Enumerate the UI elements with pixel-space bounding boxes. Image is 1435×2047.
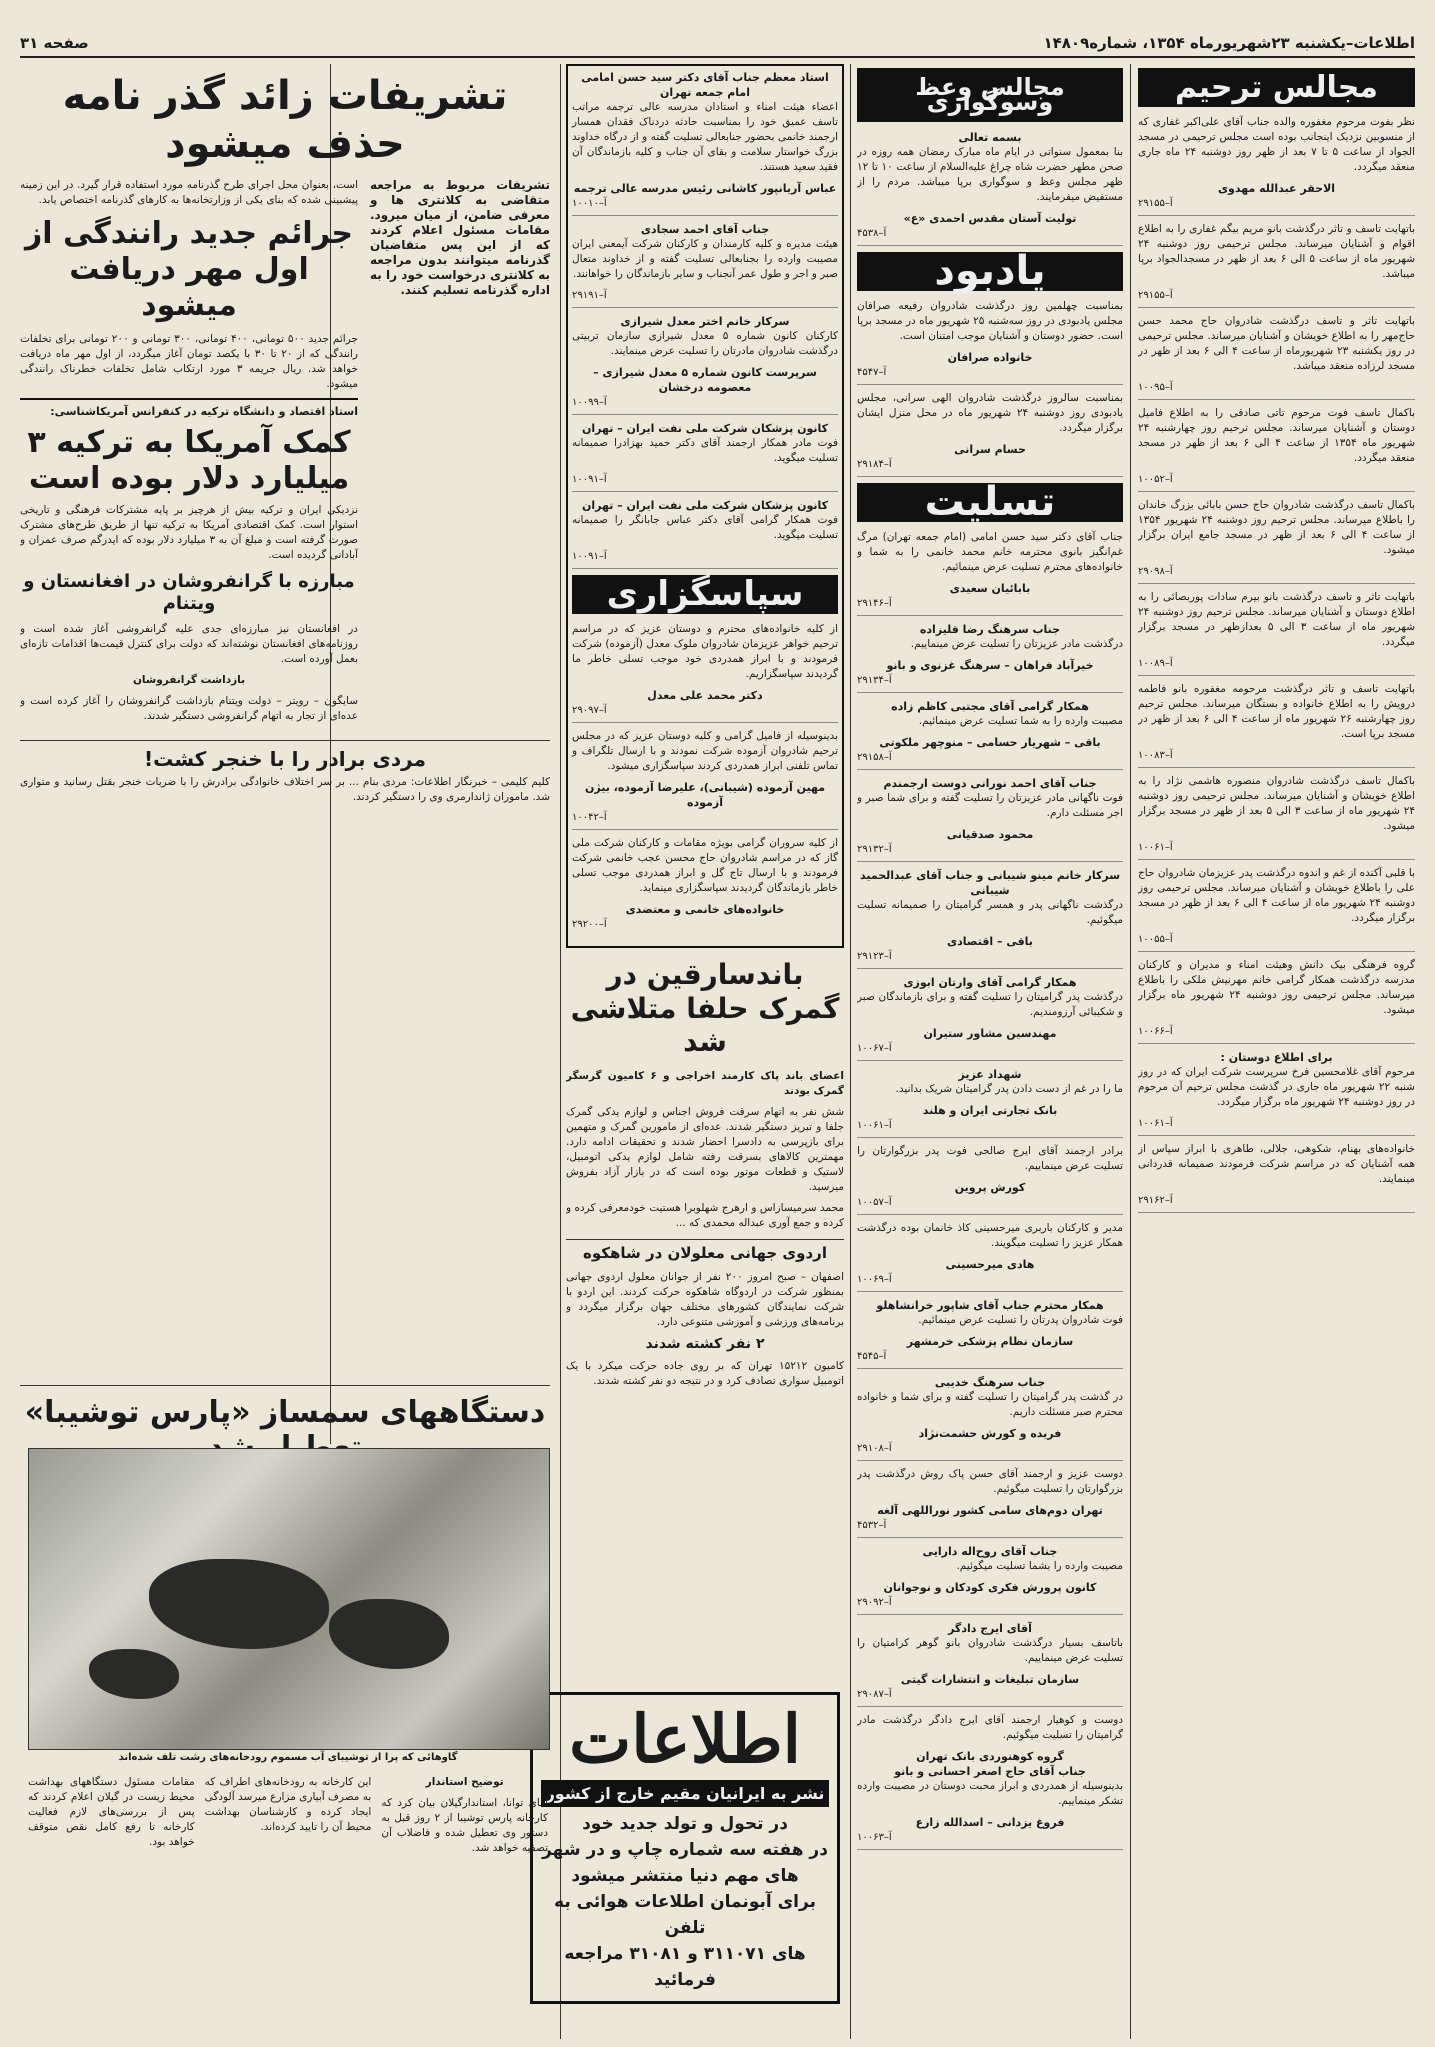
notice — [572, 836, 838, 936]
notice — [1138, 1050, 1415, 1136]
notice-code: آ–۲۹۰۸۷ — [857, 1689, 892, 1700]
notice-code: آ–۲۹۱۶۲ — [1138, 1195, 1173, 1206]
notice-signature: بانک تجارتی ایران و هلند — [922, 1104, 1058, 1117]
article-headline-camp: اردوی جهانی معلولان در شاهکوه — [566, 1239, 844, 1262]
article-body: نزدیکی ایران و ترکیه بیش از هرچیز بر پایه مشترکات فرهنگی و تاریخی استوار است. کمک اقتصادی آمریکا به ترکیه تنها از طریق طرح‌های مشترک صورت گرفته است و مبلغ آن به ۳ میلیارد دلار بوده که ایدرگم صرف عمران و آبادانی گردیده است. — [20, 504, 358, 561]
article-body: مقامات مسئول دستگاههای بهداشت محیط زیست در گیلان اعلام کردند که پس از بررسی‌های لازم فعالیت کارخانه تا رفع کامل نقص متوقف خواهد بود. — [27, 1776, 195, 1848]
notice-signature: هادی میرحسینی — [945, 1258, 1035, 1271]
notice — [572, 314, 838, 415]
notice-text: خانواده‌های بهنام، شکوهی، جلالی، طاهری با ابراز سپاس از همه آشنایان که در مراسم شرکت فرمودند صمیمانه قدردانی مینمایند. — [1138, 1143, 1415, 1185]
ettelaat-ad — [530, 1692, 840, 2004]
notice-signature: کورش پروین — [954, 1181, 1026, 1194]
article-body: محمد سرمیسازاس و ارهرج شهلوبرا هستیت خودمعرفی کرده و کرده و جمع آوری عبداله محمدی که ... — [566, 1201, 844, 1229]
notice-signature: گروه کوهنوردی بانک تهران — [916, 1750, 1064, 1763]
notice-signature: محمود صدقیانی — [946, 828, 1034, 841]
column-news — [20, 64, 550, 1444]
notice-text: مصیبت وارده را به شما تسلیت عرض مینمائیم. — [918, 715, 1123, 727]
notice — [857, 391, 1123, 477]
notice-text: بدینوسیله از فامیل گرامی و کلیه دوستان عزیز که در مجلس ترحیم شادروان آزموده شرکت نمودند و با ارسال تلگراف و تماس تلفنی ابراز همدردی کردند سپاسگزاری میشود. — [572, 730, 838, 772]
notice-text: فوت همکار گرامی آقای دکتر عباس جابانگر را صمیمانه تسلیت میگوید. — [572, 514, 838, 541]
notice-text: از کلیه سروران گرامی بویژه مقامات و کارکنان شرکت ملی گاز که در مراسم شادروان حاج محسن عجب خانمی شرکت فرمودند و با ارسال تاج گل و ابراز همدردی موجب تسلی خاطر بازماندگان گردیدند سپاسگزاری مینماید. — [572, 837, 838, 894]
article-kicker: استاد اقتصاد و دانشگاه ترکیه در کنفرانس آمریکاشناسی: — [20, 398, 358, 419]
article-body: در افغانستان نیز مبارزه‌ای جدی علیه گرانفروشی آغاز شده است و روزنامه‌های افغانستان نوشته‌اند که دولت برای کنترل قیمت‌ها اقدامات تازه‌ای بعمل آورده است. — [20, 623, 358, 666]
notice — [857, 1621, 1123, 1707]
notice-text: برادر ارجمند آقای ایرج صالحی فوت پدر بزرگوارتان را تسلیت عرض مینماییم. — [857, 1145, 1123, 1172]
notice-code: آ–۲۹۱۰۸ — [857, 1443, 892, 1454]
news-photo-dead-cattle — [28, 1448, 550, 1750]
section-title-yadbud: یادبود — [857, 252, 1123, 291]
article-column — [20, 178, 358, 730]
notice-title: جناب آقای روح‌اله دارایی — [922, 1545, 1058, 1558]
notice — [1138, 222, 1415, 308]
notice-signature: فروغ یزدانی – اسدالله زارع — [915, 1816, 1065, 1829]
notice-code: آ–۱۰۰۹۱ — [572, 551, 607, 562]
column-condolence — [1138, 64, 1415, 2039]
photo-shape — [149, 1559, 329, 1649]
notice-text: فوت شادروان پدرتان را تسلیت عرض مینمائیم. — [918, 1314, 1123, 1326]
column-rule — [1130, 64, 1131, 2039]
notice — [857, 1144, 1123, 1215]
column-rule — [850, 64, 851, 2039]
article-headline-traffic: جرائم جدید رانندگی از اول مهر دریافت میشود — [25, 216, 353, 323]
notice-code: آ–۱۰۰۶۱ — [1138, 1118, 1173, 1129]
notice-title: سرکار خانم مینو شیبانی و جناب آقای عبدالحمید شیبانی — [859, 869, 1121, 897]
notice-code: آ–۱۰۰۶۳ — [857, 1832, 892, 1843]
notice-signature: حسام سرانی — [954, 443, 1026, 456]
notice-code: آ–۲۹۱۴۶ — [857, 598, 892, 609]
masthead-issue: اطلاعات–یکشنبه ۲۳شهریورماه ۱۳۵۴، شماره۱۴۸۰۹ — [1043, 34, 1415, 52]
article-subhead: اعضای باند پاک کارمند اخراجی و ۶ کامیون گرسگر گمرک بودند — [566, 1069, 844, 1097]
article-subhead: بازداشت گرانفروشان — [132, 674, 246, 687]
ad-line: های ۳۱۱۰۷۱ و ۳۱۰۸۱ مراجعه — [564, 1943, 806, 1964]
notice-title: آقای ایرج دادگر — [948, 1622, 1032, 1635]
notice-code: آ–۲۹۲۰۰ — [572, 919, 607, 930]
notice — [1138, 314, 1415, 400]
notice-text: دوست عزیز و ارجمند آقای حسن پاک روش درگذشت پدر بزرگوارتان را تسلیت میگوئیم. — [857, 1468, 1123, 1495]
notice-code: آ–۱۰۰۹۵ — [1138, 382, 1173, 393]
article-body: شش نفر به اتهام سرقت فروش اجناس و لوازم یدکی گمرک جلفا و تبریز دستگیر شدند. عده‌ای از مامورین گمرک و متهمین برای بازپرسی به دادسرا احضار شدند و تحقیقات ادامه دارد. مهمترین کالاهای بسرقت رفته شامل لوازم یدکی اتومبیل، لاستیک و قطعات موتور بوده است که در بازار آزاد بفروش میرسید. — [566, 1105, 844, 1193]
notice-text: ما را در غم از دست دادن پدر گرامیتان شریک بدانید. — [895, 1083, 1123, 1095]
notice — [857, 299, 1123, 385]
article-headline-customs: باندسارقین در گمرک حلفا متلاشی شد — [570, 958, 840, 1059]
notice-text: باکمال تاسف فوت مرحوم تاتی صادقی را به اطلاع فامیل دوستان و آشنایان میرساند. مجلس ترحیم روز چهارشنبه ۲۴ شهریور ماه ۱۳۵۴ از ساعت ۴ الی ۶ بعد از ظهر در مسجد منعقد میگردد. — [1138, 407, 1415, 464]
ad-line: فرمائید — [654, 1969, 716, 1990]
notice-code: آ–۲۹۱۵۵ — [1138, 198, 1173, 209]
section-title-taslit: تسلیت — [857, 483, 1123, 522]
notice-code: آ–۴۵۴۷ — [857, 367, 887, 378]
notice-code: آ–۱۰۰۶۶ — [1138, 1026, 1173, 1037]
masthead-page-number: صفحه ۳۱ — [20, 34, 89, 52]
notice — [572, 70, 838, 216]
notice-code: آ–۱۰۰۹۱ — [572, 474, 607, 485]
notice-text: در گذشت پدر گرامیتان را تسلیت گفته و برای شما و خانواده محترم صبر مسئلت داریم. — [857, 1391, 1123, 1418]
notice — [572, 622, 838, 723]
article-headline-accident: ۲ نفر کشته شدند — [645, 1335, 765, 1352]
notice — [1138, 1142, 1415, 1213]
notice-text: باتهایت تاثر و تاسف درگذشت بانو بیرم سادات پوربصائی را به اطلاع دوستان و آشنایان میرساند. مجلس ترحیم روز دوشنبه ۲۴ شهریور ماه از ساعت ۳ الی ۵ بعدازظهر در مسجد برگزار میگردد. — [1138, 591, 1415, 648]
notice-title: همکار گرامی آقای وارتان ابوزی — [903, 976, 1077, 989]
notice-title: همکار محترم جناب آقای شاپور خرانشاهلو — [876, 1299, 1104, 1312]
notice-code: آ–۱۰۰۹۹ — [572, 397, 607, 408]
notice-title: سرکار خانم اختر معدل شیرازی — [620, 315, 790, 328]
notice-title: کانون پزشکان شرکت ملی نفت ایران – تهران — [581, 499, 829, 512]
notice-text: باکمال تاسف درگذشت شادروان منصوره هاشمی نژاد را به اطلاع خویشان و آشنایان میرساند. مجلس ترحیمی روز دوشنبه ۲۴ شهریور ماه از ساعت ۳ الی ۵ بعد از ظهر در مسجد برگزار میشود. — [1138, 775, 1415, 832]
notice — [857, 975, 1123, 1061]
photo-caption: گاوهائی که پرا از توشیبای آب مسموم رودخانه‌های رشت تلف شده‌اند — [118, 1752, 458, 1763]
ad-line: های مهم دنیا منتشر میشود — [571, 1865, 799, 1886]
notice-signature: خیرآباد فراهان – سرهنگ غزنوی و بانو — [886, 659, 1094, 672]
notice-text: کارکنان کانون شماره ۵ معدل شیرازی سازمان تربیتی درگذشت شادروان مادرتان را تسلیت عرض مینمایند. — [572, 330, 838, 357]
notice — [1138, 115, 1415, 216]
photo-shape — [89, 1649, 179, 1699]
notice-signature: باقی – اقتصادی — [947, 935, 1033, 948]
notice-signature: سرپرست کانون شماره ۵ معدل شیرازی – معصومه درخشان — [593, 366, 817, 394]
notice-title: جناب سرهنگ خدیبی — [934, 1376, 1046, 1389]
article-body: جرائم جدید ۵۰۰ تومانی، ۴۰۰ تومانی، ۳۰۰ تومانی و ۲۰۰ تومانی برای تخلفات رانندگی که از ۲۰ تا ۳۰ با یکصد تومان آغاز میگردد، از اول مهر ماه دریافت خواهد شد. ریال جریمه ۳ مورد ارتکاب شامل تخلفات خطرناک رانندگی میشود. — [20, 333, 359, 390]
notice-code: آ–۱۰۰۸۳ — [1138, 750, 1173, 761]
notice-code: آ–۲۹۱۸۴ — [857, 459, 892, 470]
notice-signature: سازمان تبلیغات و انتشارات گیتی — [900, 1673, 1080, 1686]
notice — [857, 1221, 1123, 1292]
notice-text: نظر بفوت مرحوم مغفوره والده جناب آقای علی‌اکبر غفاری که از منسوبین نزدیک اینجانب بوده است مجلس ترحیمی در مسجد الجواد از ساعت ۵ تا ۷ بعد از ظهر روز دوشنبه ۲۴ ماه جاری منعقد میگردد. — [1138, 116, 1415, 173]
article-body: این کارخانه به رودخانه‌های اطراف که به مصرف آبیاری مزارع میرسد آلودگی ایجاد کرده و کارشناسان بهداشت محیط آن را تایید کرده‌اند. — [204, 1776, 372, 1833]
masthead — [20, 30, 1415, 58]
notice-signature: تهران دوم‌های سامی کشور نوراللهی آلغه — [877, 1504, 1103, 1517]
notice-code: آ–۱۰۰۶۹ — [857, 1274, 892, 1285]
article-headline-toshiba: دستگاههای سمساز «پارس توشیبا» — [24, 1395, 546, 1430]
notice-title: بسمه تعالی — [958, 131, 1022, 144]
notice-title: همکار گرامی آقای مجتبی کاظم زاده — [891, 700, 1089, 713]
notice-code: آ–۲۹۱۵۵ — [1138, 290, 1173, 301]
notice — [857, 1713, 1123, 1850]
notice-code: آ–۱۰۰۶۷ — [857, 1043, 892, 1054]
notice-text: باتهایت تاسف و تاثر درگذشت مرحومه مغفوره بانو فاطمه درویش را به اطلاع خانواده و بستگان میرساند. مجلس ترحیم روز چهارشنبه ۲۶ شهریور ماه از ساعت ۴ الی ۶ بعد از ظهر در مسجد برپا است. — [1138, 683, 1415, 740]
notice — [1138, 682, 1415, 768]
notice-code: آ–۱۰۰۵۵ — [1138, 934, 1173, 945]
notice-code: آ–۱۰۰۱۰ — [572, 198, 607, 209]
notice-text: گروه فرهنگی بیک دانش وهیئت امناء و مدیران و کارکنان مدرسه درگذشت همکار گرامی خانم مهرنیش ملکی را باطلاع میرساند. مجلس ترحیمی روز دوشنبه ۲۴ شهریور ماه برگزار میشود. — [1138, 959, 1415, 1016]
ad-line: در هفته سه شماره چاپ و در شهر — [542, 1839, 828, 1860]
notice-text: مصیبت وارده را بشما تسلیت میگوئیم. — [956, 1560, 1123, 1572]
notice — [1138, 406, 1415, 492]
notice — [572, 498, 838, 569]
notice — [857, 1298, 1123, 1369]
notice-code: آ–۱۰۰۶۱ — [857, 1120, 892, 1131]
notice-code: آ–۱۰۰۶۱ — [1138, 842, 1173, 853]
notice-signature: سازمان نظام پزشکی خرمشهر — [906, 1335, 1074, 1348]
notice-code: آ–۲۹۱۲۳ — [857, 951, 892, 962]
article-body: اصفهان – صبح امروز ۲۰۰ نفر از جوانان معلول اردوی جهانی بمنظور شرکت در اردوگاه شاهکوه حرکت کردند. این اردو با شرکت نمایندگان کشورهای مختلف جهان برگزار میگردد و برنامه‌های ورزشی و آموزشی متنوعی دارد. — [566, 1270, 844, 1328]
section-divider — [20, 1385, 550, 1386]
notice — [857, 1375, 1123, 1461]
notice — [572, 729, 838, 830]
notice — [857, 1067, 1123, 1138]
toshiba-article — [28, 1775, 548, 1862]
notice-code: آ–۲۹۰۹۲ — [857, 1597, 892, 1608]
notice-text: بمناسبت چهلمین روز درگذشت شادروان رفیعه صرافان مجلس یادبودی در روز سه‌شنبه ۲۵ شهریور ماه در مسجد برپا است. حضور دوستان و آشنایان موجب امتنان است. — [857, 300, 1123, 342]
section-title-sepas: سپاسگزاری — [572, 575, 838, 614]
notice-signature: الاحقر عبدالله مهدوی — [1217, 182, 1336, 195]
notice-code: آ–۲۹۱۵۸ — [857, 752, 892, 763]
notice-title: برای اطلاع دوستان : — [1220, 1051, 1333, 1064]
article-body: کلیم کلیمی – خبرنگار اطلاعات: مردی بنام ... بر سر اختلاف خانوادگی برادرش را با ضربات خنجر بقتل رسانید و متواری شد. ماموران ژاندارمری وی را دستگیر کردند. — [20, 776, 550, 804]
notice-title: استاد معظم جناب آقای دکتر سید حسن امامی امام جمعه تهران — [581, 71, 829, 99]
notice-signature: باقی – شهریار حسامی – منوچهر ملکوتی — [879, 736, 1101, 749]
article-subhead: توضیح استاندار — [425, 1776, 504, 1788]
notice-text: درگذشت پدر گرامیتان را تسلیت گفته و برای بازماندگان صبر و شکیبائی آرزومندیم. — [857, 991, 1123, 1018]
notice-signature: عباس آریانپور کاشانی رئیس مدرسه عالی ترجمه — [573, 182, 837, 195]
notice-code: آ–۲۹۱۹۱ — [572, 290, 607, 301]
notice-text: با قلبی آکنده از غم و اندوه درگذشت پدر عزیزمان شادروان حاج علی را باطلاع خویشان و آشنایان میرساند. مجلس ترحیمی روز دوشنبه ۲۴ شهریور ماه از ساعت ۴ الی ۶ بعد از ظهر در مسجد برگزار میگردد. — [1138, 867, 1415, 924]
notice-text: هیئت مدیره و کلیه کارمندان و کارکنان شرکت آیمعنی ایران مصیبت وارده را بجنابعالی تسلیت گفته و از خداوند متعال صبر و اجر و طول عمر آنجناب و سایر بازماندگان را خواهانند. — [572, 238, 838, 280]
thanks-box — [566, 64, 844, 948]
article-body: تشریفات مربوط به مراجعه متقاضی به کلانتری ها و معرفی ضامن، از میان میرود. مقامات مسئول اعلام کردند که از این پس متقاضیان گذرنامه میتوانند بدون مراجعه به کلانتری درخواست خود را به اداره گذرنامه تسلیم کنند. — [370, 178, 550, 297]
article-body: آقای توانا، استاندارگیلان بیان کرد که کارخانه پارس توشیبا از ۲ روز قبل به دستور وی تعطیل شده و فاضلاب آن تصفیه خواهد شد. — [381, 1797, 549, 1854]
notice-text: مدیر و کارکنان باربری میرحسینی کاذ خانمان بوده درگذشت همکار عزیز را تسلیت میگویند. — [857, 1222, 1123, 1249]
notice — [857, 776, 1123, 862]
notice-text: فوت مادر همکار ارجمند آقای دکتر حمید بهزادرا صمیمانه تسلیت میگوید. — [572, 437, 838, 464]
notice-text: باتهایت تاسف و تاثر درگذشت بانو مریم بیگم غفاری را به اطلاع اقوام و آشنایان میرساند. مجلس ترحیمی روز دوشنبه ۲۴ شهریور ماه از ساعت ۵ الی ۶ بعد از ظهر در مسجدالجواد برپا میباشد. — [1138, 223, 1415, 280]
notice-signature: خانواده‌های خانمی و معتضدی — [625, 903, 785, 916]
notice-signature: تولیت آستان مقدس احمدی «ع» — [903, 212, 1077, 225]
article-column — [381, 1775, 548, 1862]
photo-shape — [329, 1599, 449, 1669]
notice — [1138, 498, 1415, 584]
article-body: کامیون ۱۵۲۱۲ تهران که بر روی جاده حرکت میکرد با یک اتومبیل سواری تصادف کرد و در نتیجه دو نفر کشته شدند. — [566, 1359, 844, 1387]
notice-text: از کلیه خانواده‌های محترم و دوستان عزیز که در مراسم ترحیم خواهر عزیزمان شادروان ملوک معدل (آزموده) شرکت فرمودند و با ابراز همدردی خود موجب تسلی خاطر ما گردیدند سپاسگزاریم. — [572, 623, 838, 680]
notice-text: باتاسف بسیار درگذشت شادروان بانو گوهر کرامتیان را تسلیت عرض مینماییم. — [857, 1637, 1123, 1664]
article-headline-passport: تشریفات زائد گذر نامه حذف میشود — [62, 73, 508, 167]
article-column — [28, 1775, 195, 1862]
notice-title: شهداد عزیز — [958, 1068, 1022, 1081]
notice-code: آ–۴۵۴۵ — [857, 1351, 887, 1362]
article-headline-murder: مردی برادر را با خنجر کشت! — [20, 740, 550, 771]
ad-box — [530, 1692, 840, 2004]
notice-title: جناب آقای احمد سجادی — [640, 223, 770, 236]
notice-code: آ–۲۹۰۹۷ — [572, 705, 607, 716]
notice-signature: مهندسین مشاور ستیران — [923, 1027, 1057, 1040]
article-body: است، بعنوان محل اجرای طرح گذرنامه مورد استفاده قرار گیرد. در این زمینه پیشبینی شده که بنای یکی از وزارتخانه‌ها به کارهای گذرنامه اختصاص یابد. — [20, 179, 358, 206]
notice — [1138, 774, 1415, 860]
notice-signature: مهین آزموده (شیبانی)، علیرضا آزموده، بیژن آزموده — [584, 781, 826, 809]
notice — [857, 699, 1123, 770]
notice-signature: فریده و کورش حشمت‌نژاد — [918, 1427, 1062, 1440]
notice — [572, 421, 838, 492]
notice-code: آ–۴۵۳۸ — [857, 228, 887, 239]
notice — [857, 530, 1123, 616]
notice-text: بدینوسیله از همدردی و ابراز محبت دوستان در مصیبت وارده تشکر مینماییم. — [857, 1780, 1123, 1807]
notice — [1138, 866, 1415, 952]
notice — [1138, 590, 1415, 676]
notice-title: کانون پزشکان شرکت ملی نفت ایران – تهران — [581, 422, 829, 435]
notice-code: آ–۴۵۳۲ — [857, 1520, 887, 1531]
notice — [857, 1467, 1123, 1538]
notice-code: آ–۲۹۱۳۲ — [857, 844, 892, 855]
notice-text: بنا بمعمول سنواتی در ایام ماه مبارک رمضان همه روزه در صحن مطهر حضرت شاه چراغ علیه‌السلام از ساعت ۱۰ تا ۱۲ ظهر مجلس وعظ و سوگواری برپا میباشد. مردم را از مستفیض میفرمایند. — [857, 146, 1123, 203]
notice-text: فوت ناگهانی مادر عزیزتان را تسلیت گفته و برای شما صبر و اجر مسئلت دارم. — [857, 792, 1123, 819]
notice-signature: دکتر محمد علی معدل — [647, 689, 763, 702]
notice-text: درگذشت ناگهانی پدر و همسر گرامیتان را صمیمانه تسلیت میگوئیم. — [857, 899, 1123, 926]
notice-code: آ–۱۰۰۴۲ — [572, 812, 607, 823]
notice-text: مرحوم آقای غلامحسین فرخ سرپرست شرکت ایران که در روز شنبه ۲۲ شهریور ماه جاری در گذشت مجلس ترحیم آن مرحوم در روز دوشنبه ۲۴ شهریور ماه برگزار میگردد. — [1138, 1066, 1415, 1108]
notice-code: آ–۲۹۰۹۸ — [1138, 566, 1173, 577]
notice-text: اعضاء هیئت امناء و استادان مدرسه عالی ترجمه مراتب تاسف عمیق خود را بمناسبت حادثه دردناک فقدان همسار ارجمند خانمی بحضور جنابعالی تسلیت گفته و از درگاه خداوند بزرگ خواستار سلامت و بقای آن جناب و کلیه بازماندگان آن فقید سعید هستند. — [572, 101, 838, 173]
ad-strip: نشر به ایرانیان مقیم خارج از کشور — [541, 1780, 829, 1807]
ad-logo: اطلاعات — [569, 1700, 801, 1778]
notice-text: دوست و کوهیار ارجمند آقای ایرج دادگر درگذشت مادر گرامیتان را تسلیت میگوئیم. — [857, 1714, 1123, 1741]
article-body: سایگون – رویتر – دولت ویتنام بازداشت گرانفروشان را آغاز کرده است و عده‌ای از تجار به اتهام گرانفروشی دستگیر شدند. — [20, 695, 358, 723]
notice — [857, 130, 1123, 246]
notice — [1138, 958, 1415, 1044]
notice-title: جناب آقای احمد نورانی دوست ارجمندم — [883, 777, 1097, 790]
notice — [857, 868, 1123, 969]
section-title-vaz: مجالس وعظ وسوگواری — [857, 68, 1123, 122]
notice-code: آ–۲۹۱۳۴ — [857, 675, 892, 686]
notice-signature: بابائیان سعیدی — [949, 582, 1031, 595]
notice-text: درگذشت مادر عزیزتان را تسلیت عرض مینماییم. — [910, 638, 1123, 650]
article-headline-profiteers: مبارزه با گرانفروشان در افغانستان و ویتنام — [23, 571, 355, 614]
ad-line: در تحول و تولد جدید خود — [582, 1813, 788, 1834]
section-title-tarhim: مجالس ترحیم — [1138, 68, 1415, 107]
notice-code: آ–۱۰۰۸۹ — [1138, 658, 1173, 669]
notice-signature: خانواده صرافان — [947, 351, 1033, 364]
column-mourning — [857, 64, 1123, 2039]
article-column — [370, 178, 550, 730]
notice-title: جناب آقای حاج اصغر احسانی و بانو — [894, 1765, 1086, 1778]
notice-text: باکمال تاسف درگذشت شادروان حاج حسن بابائی بزرگ خاندان را باطلاع میرساند. مجلس ترحیم روز دوشنبه ۲۴ شهریور ۱۳۵۴ از ساعت ۴ الی ۶ بعد از ظهر در مسجد جامع ایران برگزار میشود. — [1138, 499, 1415, 556]
article-column — [205, 1775, 372, 1862]
notice-text: بمناسبت سالروز درگذشت شادروان الهی سرانی، مجلس یادبودی روز دوشنبه ۲۴ شهریور ماه در محل منزل ایشان برگزار میگردد. — [857, 392, 1123, 434]
notice — [572, 222, 838, 308]
notice-code: آ–۱۰۰۵۷ — [857, 1197, 892, 1208]
notice — [857, 1544, 1123, 1615]
notice-title: جناب سرهنگ رضا قلیزاده — [919, 623, 1061, 636]
article-headline-turkey: کمک آمریکا به ترکیه ۳ میلیارد دلار بوده است — [27, 425, 351, 496]
ad-line: برای آبونمان اطلاعات هوائی به تلفن — [554, 1891, 816, 1938]
notice-signature: کانون پرورش فکری کودکان و نوجوانان — [883, 1581, 1097, 1594]
notice-code: آ–۱۰۰۵۲ — [1138, 474, 1173, 485]
notice — [857, 622, 1123, 693]
notice-text: جناب آقای دکتر سید حسن امامی (امام جمعه تهران) مرگ غم‌انگیز بانوی محترمه خانم محمد خانمی را به شما و خانواده‌های محترم تسلیت عرض مینمائیم. — [857, 531, 1123, 573]
notice-text: باتهایت تاثر و تاسف درگذشت شادروان حاج محمد حسن حاج‌مهر را به اطلاع خویشان و آشنایان میرساند. مجلس ترحیمی در روز یکشنبه ۲۳ شهریورماه از ساعت ۴ الی ۶ بعد از ظهر در مسجد لرزاده منعقد میباشد. — [1138, 315, 1415, 372]
